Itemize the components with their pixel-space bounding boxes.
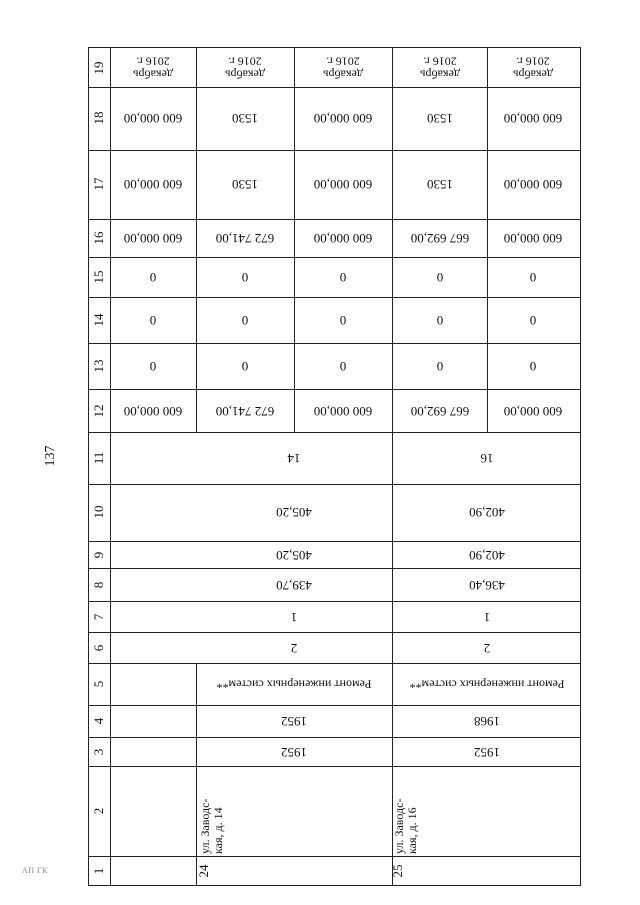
table-cell: 405,20 [276, 547, 312, 563]
table-cell: 667 692,00 [410, 230, 470, 246]
table-cell: 402,90 [469, 504, 505, 520]
address-cell: ул. Заводс- кая, д. 14 [197, 798, 225, 854]
table-cell: 0 [339, 358, 347, 374]
column-number: 13 [90, 359, 106, 373]
column-number: 9 [90, 551, 106, 559]
table-cell: 0 [149, 358, 157, 374]
table-cell: 1952 [474, 744, 500, 760]
deadline-cell: декабрь 2016 г. [420, 55, 460, 82]
column-number: 8 [90, 581, 106, 589]
table-cell: 0 [529, 358, 537, 374]
table-cell: 0 [436, 312, 444, 328]
table-cell: 600 000,00 [503, 230, 563, 246]
table-cell: 672 741,00 [215, 403, 275, 419]
page-number: 137 [43, 445, 58, 467]
column-number: 3 [90, 748, 106, 756]
table-cell: 0 [436, 358, 444, 374]
row-number: 25 [389, 864, 405, 878]
table-cell: 439,70 [276, 577, 312, 593]
column-number: 11 [90, 451, 106, 465]
table-cell: 16 [480, 450, 494, 466]
table-cell: 0 [529, 269, 537, 285]
column-number: 12 [90, 404, 106, 418]
table-cell: 405,20 [276, 504, 312, 520]
work-type-cell: Ремонт инженерных систем** [409, 677, 565, 692]
table-cell: 0 [149, 269, 157, 285]
column-number: 14 [90, 313, 106, 327]
table-cell: 1530 [427, 110, 453, 126]
table-cell: 600 000,00 [503, 176, 563, 192]
margin-stamp: АП ГК [22, 866, 49, 875]
table-cell: 0 [339, 269, 347, 285]
table-cell: 1968 [474, 713, 500, 729]
deadline-cell: декабрь 2016 г. [133, 55, 173, 82]
table-cell: 0 [149, 312, 157, 328]
column-number: 16 [90, 231, 106, 245]
deadline-cell: декабрь 2016 г. [225, 55, 265, 82]
deadline-cell: декабрь 2016 г. [513, 55, 553, 82]
table-cell: 1530 [232, 110, 258, 126]
table-cell: 0 [241, 269, 249, 285]
table-cell: 1 [483, 609, 491, 625]
column-number: 6 [90, 644, 106, 652]
table-cell: 436,40 [469, 577, 505, 593]
table-cell: 600 000,00 [123, 110, 183, 126]
table-cell: 600 000,00 [313, 403, 373, 419]
table-cell: 0 [529, 312, 537, 328]
column-number: 18 [90, 111, 106, 125]
table-cell: 2 [290, 640, 298, 656]
table-cell: 672 741,00 [215, 230, 275, 246]
table-cell: 0 [436, 269, 444, 285]
work-type-cell: Ремонт инженерных систем** [216, 677, 372, 692]
table-cell: 0 [339, 312, 347, 328]
table-cell: 600 000,00 [123, 176, 183, 192]
table-cell: 1530 [427, 176, 453, 192]
address-cell: ул. Заводс- кая, д. 16 [391, 798, 419, 854]
table-cell: 402,90 [469, 547, 505, 563]
table-cell: 600 000,00 [313, 176, 373, 192]
table-cell: 600 000,00 [123, 403, 183, 419]
column-number: 17 [90, 177, 106, 191]
table-cell: 2 [483, 640, 491, 656]
row-number: 24 [195, 864, 211, 878]
column-number: 5 [90, 680, 106, 688]
column-number: 15 [90, 270, 106, 284]
column-number: 19 [90, 61, 106, 75]
table-cell: 1 [290, 609, 298, 625]
table-cell: 1530 [232, 176, 258, 192]
table-cell: 0 [241, 312, 249, 328]
column-number: 10 [90, 505, 106, 519]
column-number: 1 [90, 867, 106, 875]
table-cell: 600 000,00 [123, 230, 183, 246]
table-cell: 0 [241, 358, 249, 374]
column-number: 4 [90, 717, 106, 725]
table-cell: 1952 [281, 713, 307, 729]
column-number: 7 [90, 613, 106, 621]
deadline-cell: декабрь 2016 г. [323, 55, 363, 82]
table-cell: 600 000,00 [503, 110, 563, 126]
table-cell: 600 000,00 [503, 403, 563, 419]
table-cell: 600 000,00 [313, 230, 373, 246]
table-cell: 14 [287, 450, 301, 466]
column-number: 2 [90, 807, 106, 815]
table-cell: 667 692,00 [410, 403, 470, 419]
table-cell: 600 000,00 [313, 110, 373, 126]
table-cell: 1952 [281, 744, 307, 760]
